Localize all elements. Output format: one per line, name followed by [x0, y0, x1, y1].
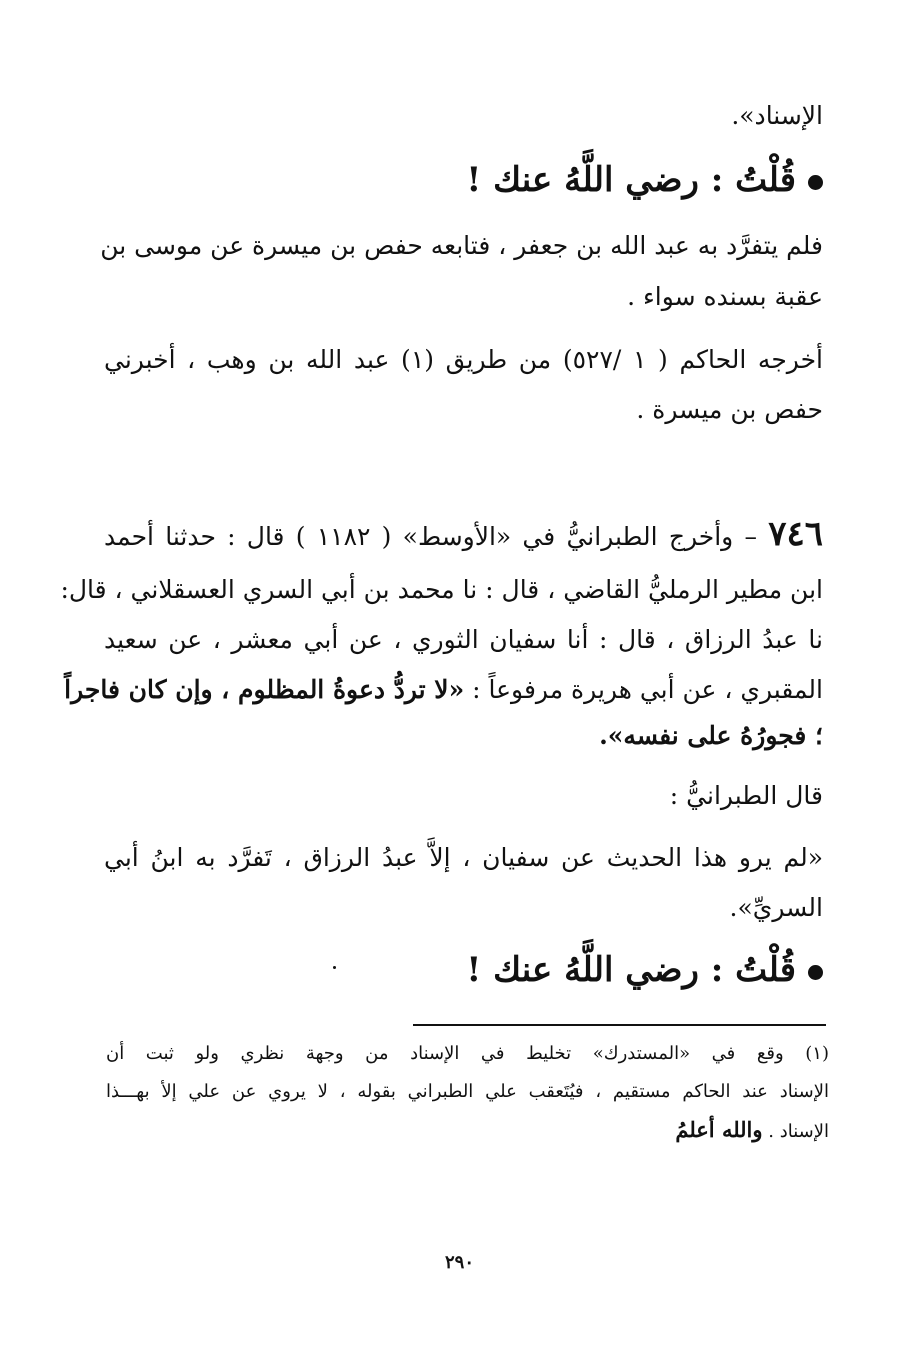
- footnote-line-3-text: الإسناد .: [762, 1121, 829, 1142]
- section-heading-1: [466, 158, 823, 202]
- bullet-icon: [808, 965, 823, 980]
- hadith-line-4-text: المقبري ، عن أبي هريرة مرفوعاً :: [464, 675, 823, 704]
- hadith-quote: «لا تردُّ دعوةُ المظلوم ، وإن كان فاجراً: [64, 675, 465, 704]
- hadith-line-4: [64, 672, 823, 708]
- page-number: ٢٩٠: [444, 1252, 474, 1273]
- footnote-separator: [413, 1024, 826, 1026]
- hadith-line-3: نا عبدُ الرزاق ، قال : أنا سفيان الثوري ، عن أبي معشر ، عن سعيد: [104, 625, 823, 654]
- footnote-line-3: [106, 1116, 829, 1146]
- heading-text: قُلْتُ : رضي اللَّهُ عنك !: [466, 160, 796, 200]
- tabarani-quote-line-2: السريِّ».: [729, 893, 823, 922]
- continuation-line: الإسناد».: [731, 101, 823, 130]
- section-heading-2: [466, 948, 823, 992]
- paragraph-2-line-1: أخرجه الحاكم ( ١ /٥٢٧) من طريق (١) عبد الله بن وهب ، أخبرني: [104, 345, 823, 374]
- heading-text: قُلْتُ : رضي اللَّهُ عنك !: [466, 950, 796, 990]
- hadith-line-5: ؛ فجورُهُ على نفسه».: [599, 721, 823, 750]
- hadith-number: ٧٤٦: [768, 514, 823, 554]
- tabarani-quote-line-1: «لم يرو هذا الحديث عن سفيان ، إلاَّ عبدُ الرزاق ، تَفرَّد به ابنُ أبي: [104, 843, 823, 872]
- hadith-line-1: [104, 516, 823, 555]
- paragraph-1-line-2: عقبة بسنده سواء .: [627, 282, 823, 311]
- bullet-icon: [808, 175, 823, 190]
- paragraph-2-line-2: حفص بن ميسرة .: [636, 395, 823, 424]
- paragraph-1-line-1: فلم يتفرَّد به عبد الله بن جعفر ، فتابعه حفص بن ميسرة عن موسى بن: [100, 231, 823, 260]
- footnote-line-2: الإسناد عند الحاكم مستقيم ، فيُتَعقب علي الطبراني بقوله ، لا يروي عن علي إلأ بهـــذا: [106, 1081, 829, 1102]
- footnote-closing: والله أعلمُ: [675, 1117, 763, 1142]
- footnote-line-1: (١) وقع في «المستدرك» تخليط في الإسناد من وجهة نظري ولو ثبت أن: [106, 1043, 829, 1064]
- stray-dot: [333, 966, 336, 969]
- hadith-line-2: ابن مطير الرمليُّ القاضي ، قال : نا محمد بن أبي السري العسقلاني ، قال:: [60, 575, 823, 604]
- tabarani-intro: قال الطبرانيُّ :: [669, 781, 823, 810]
- hadith-line-1-text: – وأخرج الطبرانيُّ في «الأوسط» ( ١١٨٢ ) قال : حدثنا أحمد: [104, 522, 769, 551]
